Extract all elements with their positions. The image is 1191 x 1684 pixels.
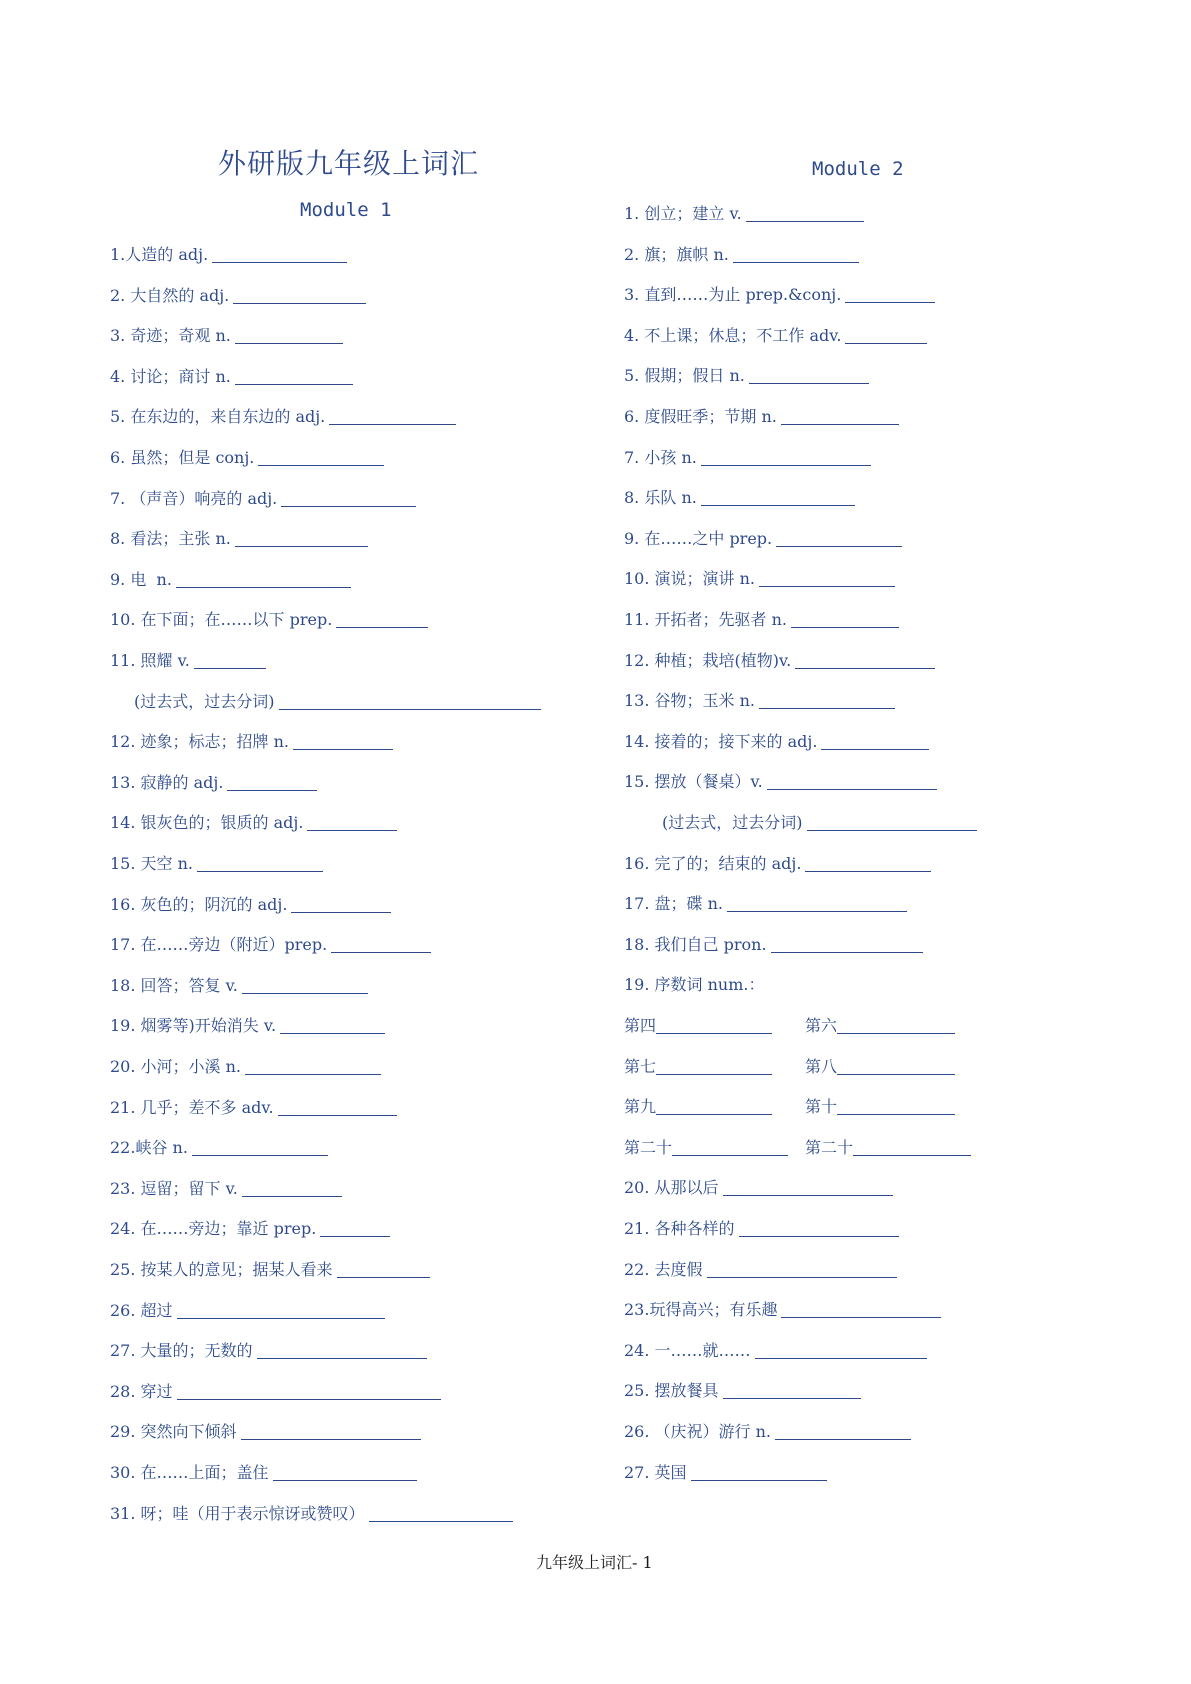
page-footer: 九年级上词汇- 1 [536, 1553, 653, 1572]
module2-item [624, 568, 895, 590]
ordinal-label: 第八 [805, 1056, 838, 1076]
module1-item [110, 609, 428, 631]
module1-item [110, 731, 393, 753]
module2-item [624, 1340, 927, 1362]
module2-item [624, 1259, 897, 1281]
answer-blank[interactable] [177, 1383, 441, 1400]
answer-blank[interactable] [755, 1342, 927, 1359]
item-label: 7. （声音）响亮的 adj. [110, 488, 278, 508]
module2-item [624, 1380, 861, 1402]
answer-blank[interactable] [805, 855, 931, 872]
answer-blank[interactable] [258, 449, 384, 466]
module1-item [110, 406, 456, 428]
answer-blank[interactable] [776, 530, 902, 547]
item-label: 18. 回答；答复 v. [110, 975, 238, 995]
answer-blank[interactable] [197, 855, 323, 872]
module2-item [624, 487, 855, 509]
answer-blank[interactable] [176, 571, 351, 588]
item-label: 19. 序数词 num.： [624, 975, 765, 995]
item-label: 16. 完了的；结束的 adj. [624, 853, 802, 873]
module1-item [110, 1137, 328, 1159]
item-label: 16. 灰色的；阴沉的 adj. [110, 894, 288, 914]
module2-item [624, 1218, 899, 1240]
item-label: 20. 小河；小溪 n. [110, 1057, 242, 1076]
page-title: 外研版九年级上词汇 [218, 147, 480, 180]
module1-item [110, 975, 368, 997]
item-label: 15. 摆放（餐桌）v. [624, 772, 763, 792]
answer-blank[interactable] [781, 408, 899, 425]
module1-item [110, 1300, 385, 1322]
item-label: 3. 直到……为止 prep.&conj. [624, 285, 842, 305]
item-label: 25. 按某人的意见；据某人看来 [110, 1260, 333, 1279]
module1-item [110, 285, 366, 307]
answer-blank[interactable] [853, 1139, 971, 1156]
item-label: 17. 盘；碟 n. [624, 894, 724, 914]
module1-item [110, 853, 323, 875]
answer-blank[interactable] [320, 1220, 390, 1237]
answer-blank[interactable] [733, 246, 859, 263]
module2-item [624, 406, 899, 428]
answer-blank[interactable] [281, 490, 416, 507]
ordinal-item [624, 1096, 772, 1118]
module1-item [110, 488, 416, 510]
module2-item [624, 1299, 941, 1321]
module1-item [110, 812, 397, 834]
answer-blank[interactable] [672, 1139, 788, 1156]
answer-blank[interactable] [273, 1464, 417, 1481]
answer-blank[interactable] [837, 1017, 955, 1034]
answer-blank[interactable] [727, 895, 907, 912]
module2-item [624, 690, 895, 712]
ordinal-label: 第二十 [624, 1137, 673, 1157]
module1-item [110, 1462, 417, 1484]
answer-blank[interactable] [656, 1098, 772, 1115]
answer-blank[interactable] [837, 1058, 955, 1075]
answer-blank[interactable] [235, 368, 353, 385]
item-label: 9. 在……之中 prep. [624, 528, 773, 548]
module2-item [624, 771, 937, 793]
module2-item [624, 244, 859, 266]
answer-blank[interactable] [307, 814, 397, 831]
answer-blank[interactable] [257, 1342, 427, 1359]
answer-blank[interactable] [192, 1139, 328, 1156]
item-label: 21. 各种各样的 [624, 1219, 735, 1238]
answer-blank[interactable] [227, 774, 317, 791]
module2-item [624, 974, 769, 996]
item-label: 11. 照耀 v. [110, 651, 190, 670]
module2-item [662, 812, 977, 834]
ordinal-label: 第七 [624, 1056, 657, 1076]
module2-item [624, 893, 907, 915]
module1-item [110, 1503, 513, 1525]
answer-blank[interactable] [723, 1179, 893, 1196]
item-label: 31. 呀；哇（用于表示惊讶或赞叹） [110, 1503, 365, 1523]
module2-item [624, 325, 927, 347]
answer-blank[interactable] [845, 286, 935, 303]
module1-item [110, 528, 368, 550]
answer-blank[interactable] [194, 652, 266, 669]
answer-blank[interactable] [845, 327, 927, 344]
module2-item [624, 731, 929, 753]
item-label: 22.峡谷 n. [110, 1138, 188, 1158]
answer-blank[interactable] [701, 449, 871, 466]
item-label: 6. 虽然；但是 conj. [110, 448, 255, 467]
item-label: 23.玩得高兴；有乐趣 [624, 1300, 778, 1320]
module1-heading: Module 1 [300, 199, 392, 221]
answer-blank[interactable] [245, 1058, 381, 1075]
item-label: 21. 几乎；差不多 adv. [110, 1097, 274, 1117]
answer-blank[interactable] [291, 896, 391, 913]
answer-blank[interactable] [759, 570, 895, 587]
item-label: 9. 电 n. [110, 569, 172, 589]
module1-item [110, 1259, 430, 1281]
answer-blank[interactable] [329, 408, 456, 425]
item-label: 27. 英国 [624, 1462, 687, 1482]
item-label: 5. 假期；假日 n. [624, 366, 745, 386]
item-label: 6. 度假旺季；节期 n. [624, 407, 777, 426]
answer-blank[interactable] [293, 733, 393, 750]
ordinal-item [624, 1056, 772, 1078]
item-label: 4. 讨论；商讨 n. [110, 366, 231, 386]
item-label: 17. 在……旁边（附近）prep. [110, 935, 328, 955]
module1-item [110, 244, 347, 266]
module1-item [110, 1340, 427, 1362]
answer-blank[interactable] [336, 611, 428, 628]
answer-blank[interactable] [795, 652, 935, 669]
item-label: 27. 大量的；无数的 [110, 1341, 253, 1361]
item-label: 5. 在东边的，来自东边的 adj. [110, 407, 326, 427]
item-label: 22. 去度假 [624, 1259, 703, 1279]
item-label: 12. 迹象；标志；招牌 n. [110, 732, 290, 752]
answer-blank[interactable] [656, 1017, 772, 1034]
answer-blank[interactable] [767, 773, 937, 790]
ordinal-item [805, 1137, 971, 1159]
ordinal-label: 第四 [624, 1016, 657, 1035]
item-label: 20. 从那以后 [624, 1178, 719, 1198]
module1-item [110, 934, 431, 956]
module1-item [110, 1381, 441, 1403]
answer-blank[interactable] [771, 936, 923, 953]
item-label: 13. 寂静的 adj. [110, 772, 224, 792]
ordinal-item [805, 1096, 955, 1118]
answer-blank[interactable] [739, 1220, 899, 1237]
module1-item [134, 691, 541, 713]
item-label: 26. （庆祝）游行 n. [624, 1422, 772, 1441]
ordinal-label: 第二十 [805, 1137, 854, 1157]
item-label: (过去式，过去分词) [662, 813, 803, 832]
module2-item [624, 528, 902, 550]
module1-item [110, 1097, 397, 1119]
answer-blank[interactable] [791, 611, 899, 628]
module1-item [110, 772, 317, 794]
answer-blank[interactable] [369, 1505, 513, 1522]
module2-item [624, 1462, 827, 1484]
module2-item [624, 609, 899, 631]
item-label: 3. 奇迹；奇观 n. [110, 326, 231, 346]
module1-item [110, 366, 353, 388]
answer-blank[interactable] [280, 1017, 385, 1034]
answer-blank[interactable] [233, 287, 366, 304]
module1-item [110, 325, 343, 347]
answer-blank[interactable] [691, 1464, 827, 1481]
item-label: 18. 我们自己 pron. [624, 934, 767, 954]
item-label: 23. 逗留；留下 v. [110, 1178, 238, 1198]
item-label: 1. 创立；建立 v. [624, 204, 742, 223]
module2-heading: Module 2 [812, 158, 904, 180]
answer-blank[interactable] [759, 692, 895, 709]
item-label: 2. 大自然的 adj. [110, 285, 230, 305]
ordinal-label: 第六 [805, 1016, 838, 1035]
answer-blank[interactable] [656, 1058, 772, 1075]
answer-blank[interactable] [707, 1261, 897, 1278]
answer-blank[interactable] [235, 530, 368, 547]
item-label: 24. 一……就…… [624, 1340, 751, 1360]
answer-blank[interactable] [781, 1301, 941, 1318]
item-label: 8. 乐队 n. [624, 488, 697, 508]
item-label: 12. 种植；栽培(植物)v. [624, 650, 792, 670]
answer-blank[interactable] [177, 1302, 385, 1319]
answer-blank[interactable] [723, 1382, 861, 1399]
item-label: 26. 超过 [110, 1300, 173, 1320]
ordinal-item [805, 1015, 955, 1037]
answer-blank[interactable] [821, 733, 929, 750]
item-label: 1.人造的 adj. [110, 245, 209, 264]
answer-blank[interactable] [235, 327, 343, 344]
answer-blank[interactable] [278, 1099, 397, 1116]
module1-item [110, 894, 391, 916]
ordinal-item [805, 1056, 955, 1078]
item-label: 4. 不上课；休息；不工作 adv. [624, 325, 842, 345]
answer-blank[interactable] [749, 367, 869, 384]
answer-blank[interactable] [807, 814, 977, 831]
item-label: 2. 旗；旗帜 n. [624, 244, 729, 264]
item-label: 29. 突然向下倾斜 [110, 1422, 237, 1442]
item-label: (过去式，过去分词) [134, 691, 275, 711]
module1-item [110, 1178, 342, 1200]
module2-item [624, 934, 923, 956]
module1-item [110, 650, 266, 672]
ordinal-label: 第九 [624, 1097, 657, 1117]
item-label: 14. 接着的；接下来的 adj. [624, 731, 818, 751]
answer-blank[interactable] [242, 1180, 342, 1197]
answer-blank[interactable] [242, 977, 368, 994]
item-label: 28. 穿过 [110, 1381, 173, 1401]
item-label: 10. 在下面；在……以下 prep. [110, 610, 333, 630]
module2-item [624, 203, 864, 225]
ordinal-item [624, 1015, 772, 1037]
answer-blank[interactable] [746, 205, 864, 222]
answer-blank[interactable] [212, 246, 347, 263]
item-label: 30. 在……上面；盖住 [110, 1463, 269, 1482]
module2-item [624, 365, 869, 387]
ordinal-item [624, 1137, 788, 1159]
module2-item [624, 650, 935, 672]
module1-item [110, 1218, 390, 1240]
item-label: 24. 在……旁边；靠近 prep. [110, 1219, 317, 1239]
answer-blank[interactable] [775, 1423, 911, 1440]
answer-blank[interactable] [279, 693, 541, 710]
item-label: 25. 摆放餐具 [624, 1381, 719, 1401]
ordinal-label: 第十 [805, 1097, 838, 1117]
item-label: 14. 银灰色的；银质的 adj. [110, 813, 304, 833]
item-label: 8. 看法；主张 n. [110, 529, 231, 549]
module1-item [110, 1056, 381, 1078]
answer-blank[interactable] [331, 936, 431, 953]
item-label: 10. 演说；演讲 n. [624, 569, 756, 589]
module1-item [110, 1421, 421, 1443]
module1-item [110, 1015, 385, 1037]
item-label: 19. 烟雾等)开始消失 v. [110, 1016, 277, 1036]
item-label: 15. 天空 n. [110, 854, 194, 873]
module2-item [624, 1421, 911, 1443]
item-label: 11. 开拓者；先驱者 n. [624, 610, 788, 629]
module2-item [624, 284, 935, 306]
item-label: 13. 谷物；玉米 n. [624, 691, 756, 711]
answer-blank[interactable] [241, 1423, 421, 1440]
module1-item [110, 569, 351, 591]
answer-blank[interactable] [701, 489, 855, 506]
answer-blank[interactable] [837, 1098, 955, 1115]
item-label: 7. 小孩 n. [624, 447, 697, 467]
module2-item [624, 1177, 893, 1199]
module2-item [624, 853, 931, 875]
module1-item [110, 447, 384, 469]
answer-blank[interactable] [337, 1261, 430, 1278]
module2-item [624, 447, 871, 469]
